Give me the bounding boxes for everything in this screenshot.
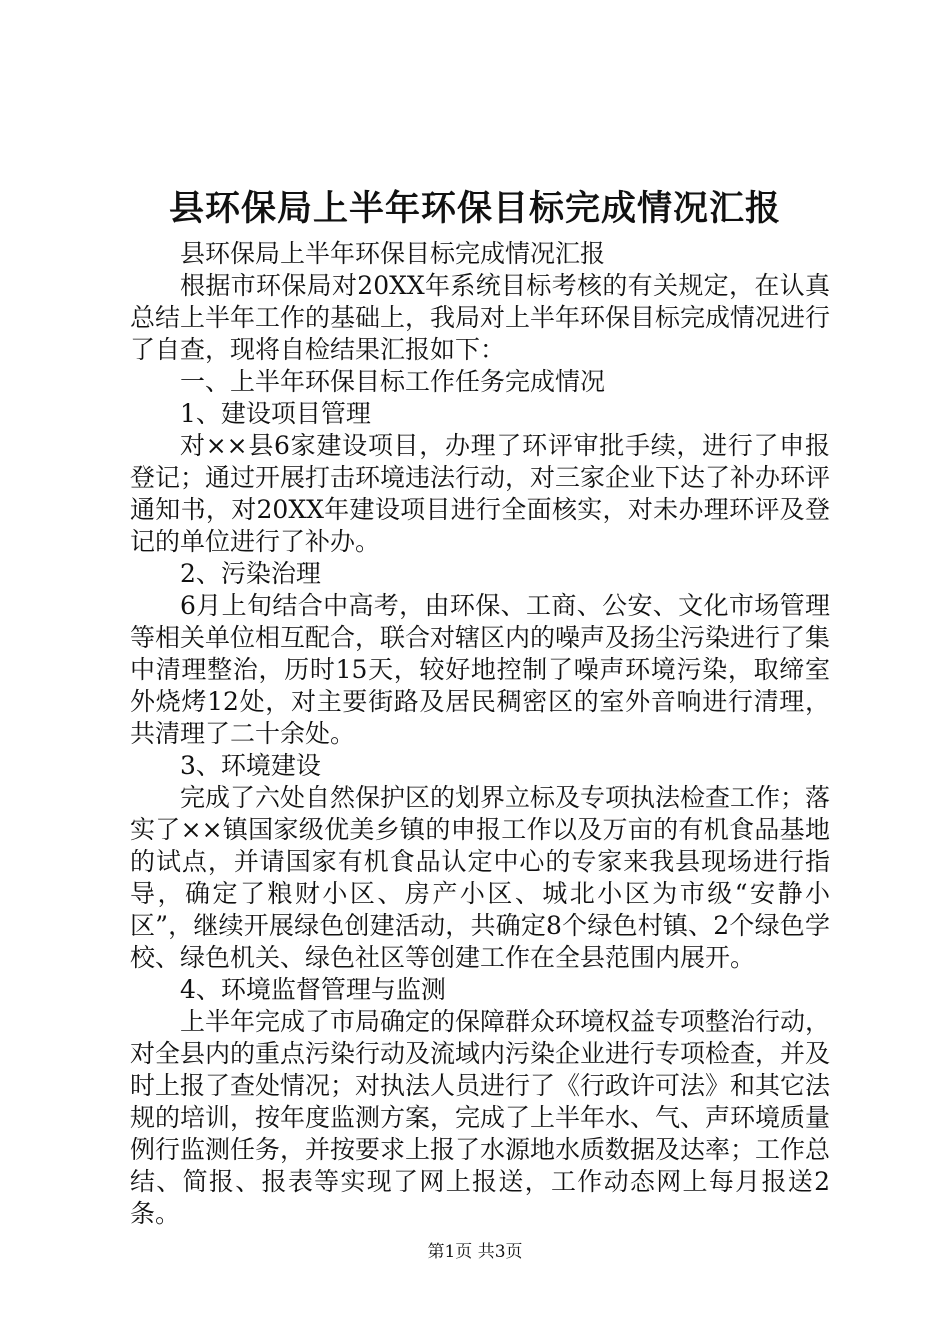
page-number-footer: 第1页 共3页 xyxy=(427,1242,523,1262)
paragraph-intro: 根据市环保局对20XX年系统目标考核的有关规定，在认真总结上半年工作的基础上，我局对上半年环保目标完成情况进行了自查，现将自检结果汇报如下： xyxy=(130,271,831,364)
paragraph-project-management: 对××县6家建设项目，办理了环评审批手续，进行了申报登记；通过开展打击环境违法行动，对三家企业下达了补办环评通知书，对20XX年建设项目进行全面核实，对未办理环评及登记的单位进行了补办。 xyxy=(130,431,831,556)
paragraph-environment-construction: 完成了六处自然保护区的划界立标及专项执法检查工作；落实了××镇国家级优美乡镇的申报工作以及万亩的有机食品基地的试点，并请国家有机食品认定中心的专家来我县现场进行指导，确定了粮财小区、房产小区、城北小区为市级“安静小区”，继续开展绿色创建活动，共确定8个绿色村镇、2个绿色学校、绿色机关、绿色社区等创建工作在全县范围内展开。 xyxy=(130,783,831,972)
document-title: 县环保局上半年环保目标完成情况汇报 xyxy=(168,188,781,229)
section-heading-1: 一、上半年环保目标工作任务完成情况 xyxy=(180,367,606,396)
document-body xyxy=(130,238,830,1230)
subsection-heading-3: 3、环境建设 xyxy=(180,751,321,780)
paragraph-supervision-monitoring: 上半年完成了市局确定的保障群众环境权益专项整治行动，对全县内的重点污染行动及流域内污染企业进行专项检查，并及时上报了查处情况；对执法人员进行了《行政许可法》和其它法规的培训，按年度监测方案，完成了上半年水、气、声环境质量例行监测任务，并按要求上报了水源地水质数据及达率；工作总结、简报、报表等实现了网上报送，工作动态网上每月报送2条。 xyxy=(130,1007,831,1228)
paragraph-subtitle: 县环保局上半年环保目标完成情况汇报 xyxy=(180,239,606,268)
paragraph-pollution-control: 6月上旬结合中高考，由环保、工商、公安、文化市场管理等相关单位相互配合，联合对辖区内的噪声及扬尘污染进行了集中清理整治，历时15天，较好地控制了噪声环境污染，取缔室外烧烤12处，对主要街路及居民稠密区的室外音响进行清理，共清理了二十余处。 xyxy=(130,591,831,748)
subsection-heading-4: 4、环境监督管理与监测 xyxy=(180,975,446,1004)
subsection-heading-1: 1、建设项目管理 xyxy=(180,399,371,428)
subsection-heading-2: 2、污染治理 xyxy=(180,559,321,588)
